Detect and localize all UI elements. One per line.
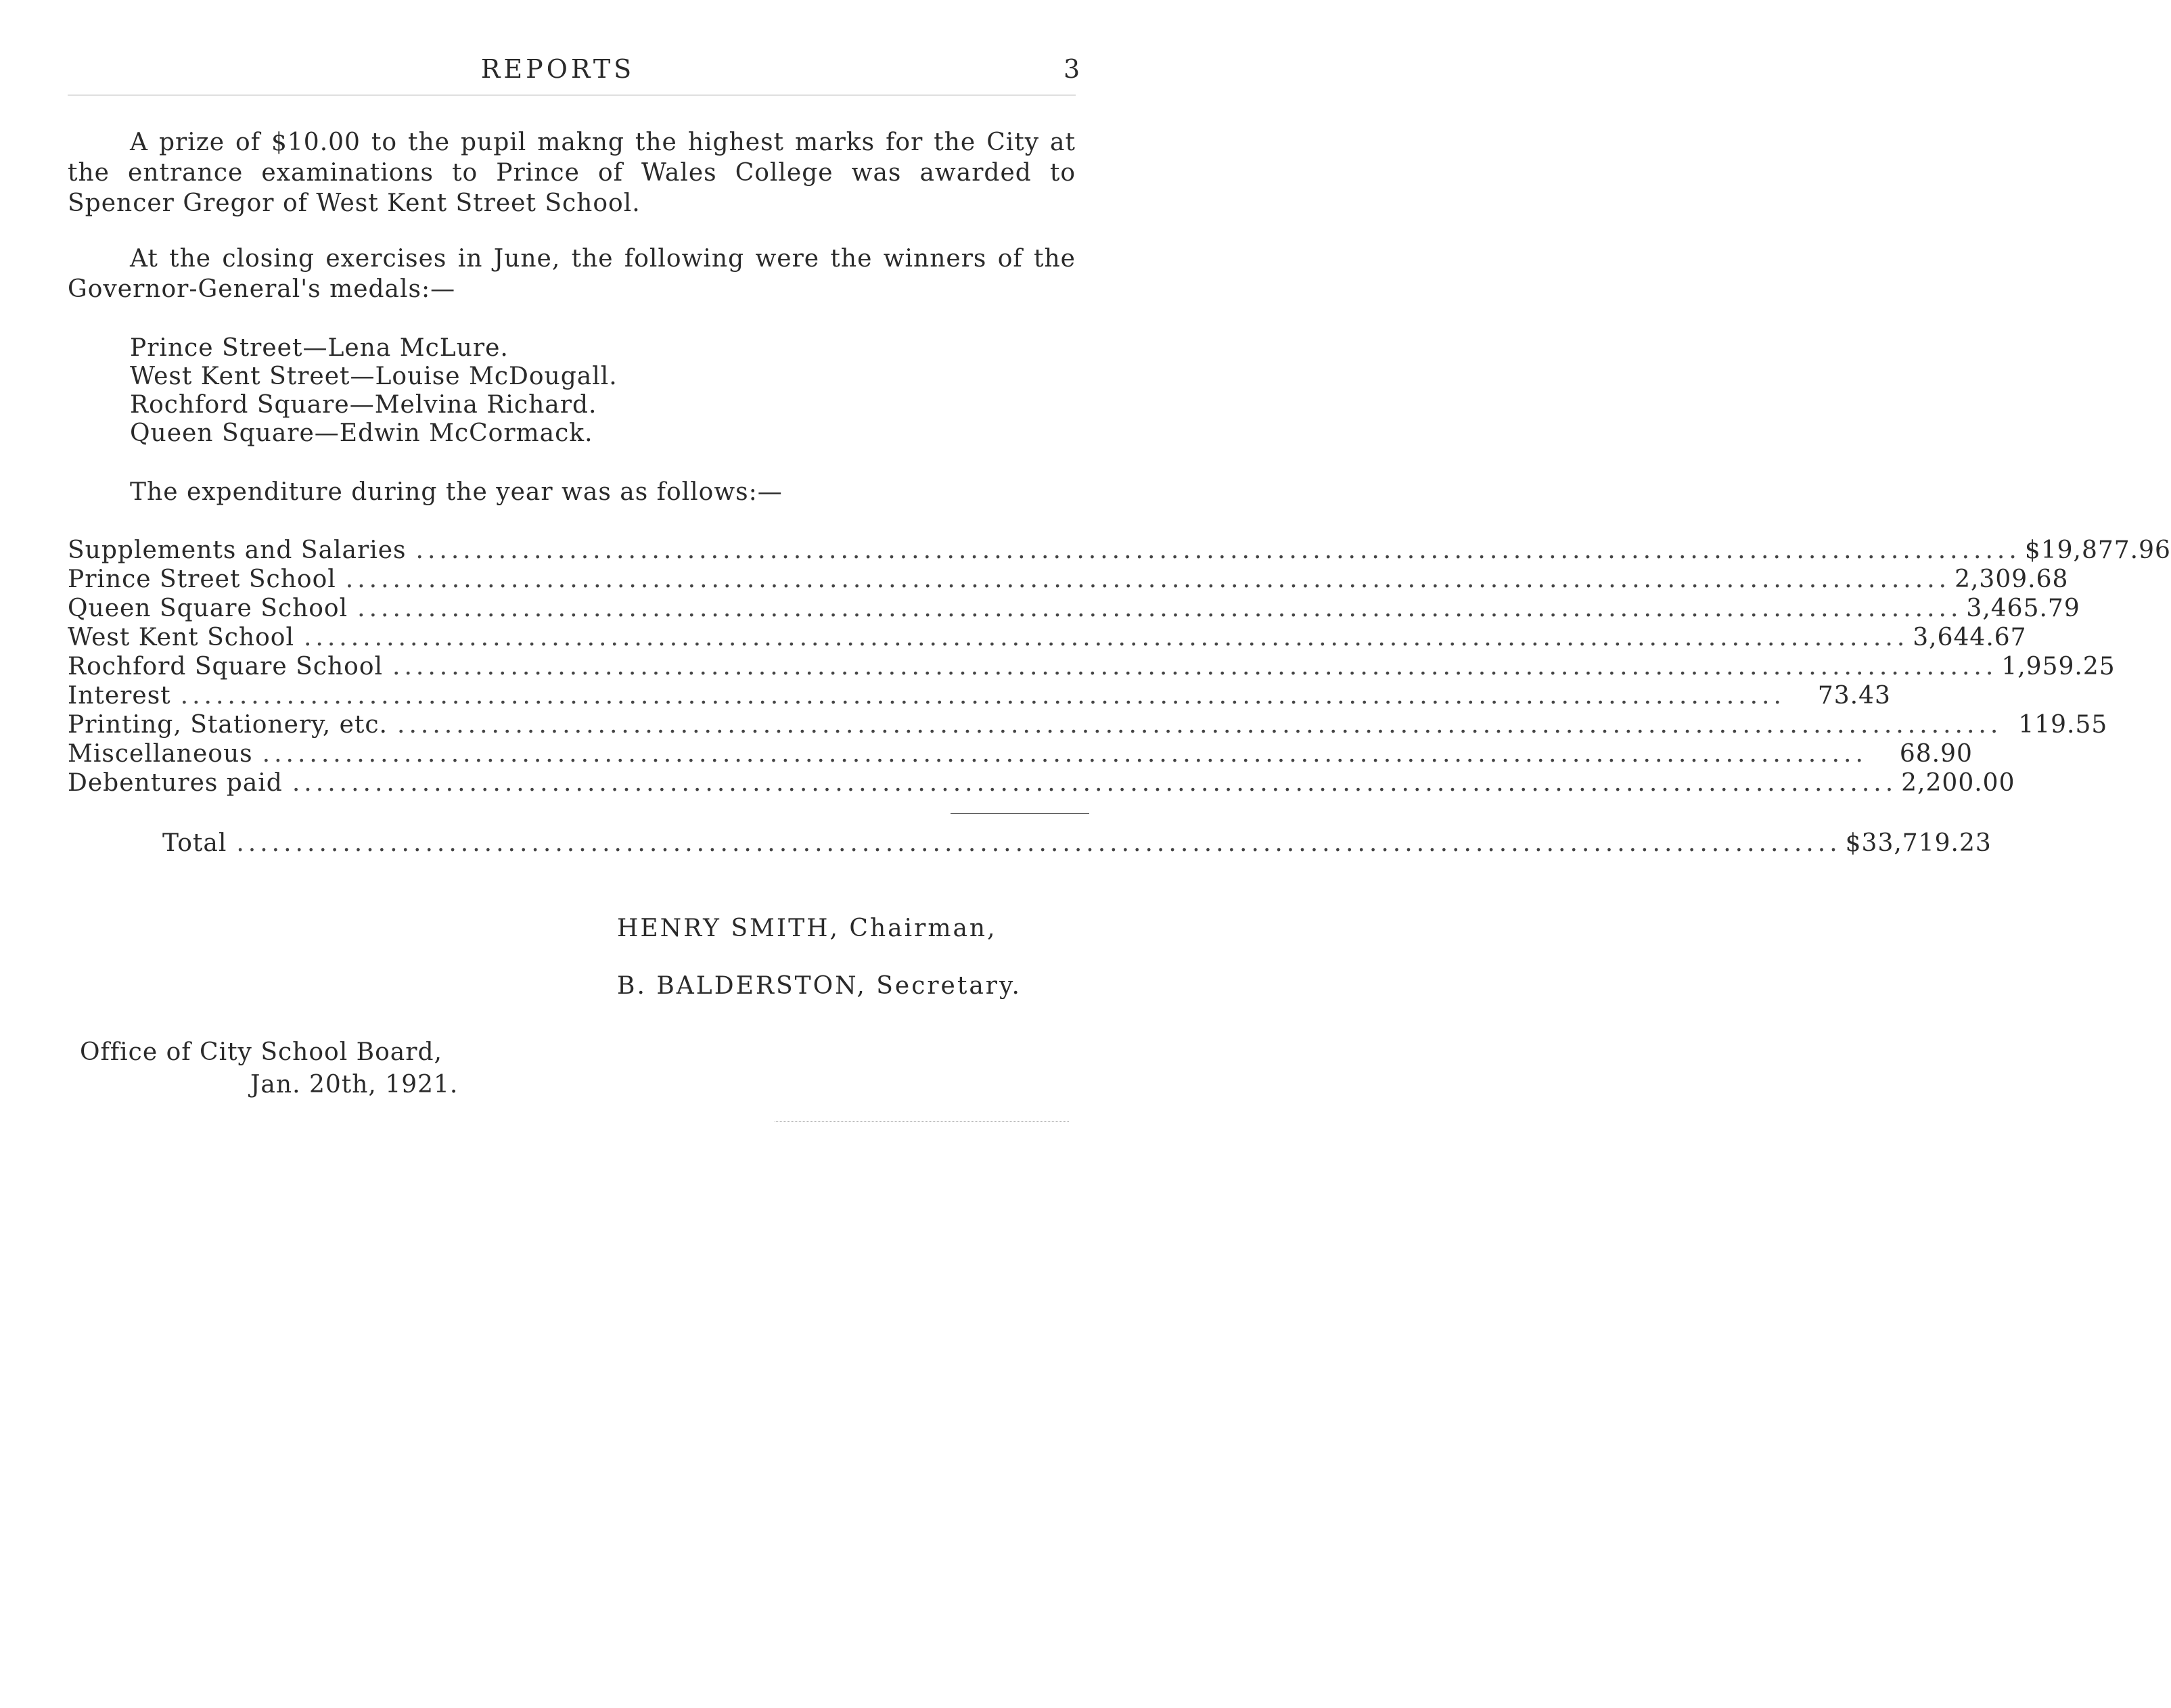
expenditure-row [68, 595, 2080, 623]
chairman-signature: HENRY SMITH, Chairman, [617, 915, 997, 942]
expenditure-row [68, 769, 2015, 798]
expenditure-amount: 3,644.67 [1913, 624, 2027, 651]
dot-leader: ........................................................................................................................................ [357, 595, 1963, 622]
medal-winner-line: Rochford Square—Melvina Richard. [130, 391, 597, 419]
dot-leader: ........................................................................................................................................ [180, 682, 1785, 710]
expenditure-label: Miscellaneous [68, 740, 253, 768]
expenditure-row [68, 740, 1973, 768]
expenditure-label: Supplements and Salaries [68, 536, 407, 564]
expenditure-amount: $19,877.96 [2024, 536, 2171, 564]
expenditure-amount: 68.90 [1899, 740, 1973, 768]
expenditure-amount: 73.43 [1817, 682, 1891, 710]
total-row [162, 829, 1992, 858]
expenditure-label: Rochford Square School [68, 653, 384, 680]
medals-intro-paragraph: At the closing exercises in June, the following were the winners of the Governor-General's medals:— [68, 245, 1076, 303]
page-number: 3 [1064, 54, 1081, 84]
faint-ink-smudge [775, 1121, 1069, 1122]
expenditure-label: Printing, Stationery, etc. [68, 711, 388, 739]
dot-leader: ........................................................................................................................................ [262, 740, 1867, 768]
dot-leader: ........................................................................................................................................ [415, 536, 2021, 564]
expenditure-label: Prince Street School [68, 566, 336, 593]
total-amount: $33,719.23 [1845, 829, 1992, 857]
expenditure-label: Queen Square School [68, 595, 348, 622]
expenditure-amount: 2,309.68 [1955, 566, 2069, 593]
expenditure-label: Debentures paid [68, 769, 283, 797]
expenditure-amount: 3,465.79 [1966, 595, 2080, 622]
medal-winner-line: West Kent Street—Louise McDougall. [130, 363, 618, 390]
expenditure-amount: 2,200.00 [1901, 769, 2015, 797]
expenditure-amount: 119.55 [2018, 711, 2108, 739]
total-label: Total [162, 829, 227, 857]
dot-leader: ........................................................................................................................................ [303, 624, 1909, 651]
dot-leader: ........................................................................................................................................ [236, 829, 1842, 857]
medal-winner-line: Queen Square—Edwin McCormack. [130, 419, 593, 447]
dot-leader: ........................................................................................................................................ [397, 711, 2003, 739]
medal-winner-line: Prince Street—Lena McLure. [130, 334, 509, 362]
expenditure-label: Interest [68, 682, 171, 710]
expenditure-row [68, 624, 2027, 652]
expenditure-row [68, 566, 2069, 594]
total-rule [951, 813, 1089, 814]
office-name: Office of City School Board, [80, 1038, 442, 1066]
secretary-signature: B. BALDERSTON, Secretary. [617, 972, 1022, 1000]
expenditure-amount: 1,959.25 [2001, 653, 2116, 680]
expenditure-label: West Kent School [68, 624, 294, 651]
office-date: Jan. 20th, 1921. [250, 1071, 459, 1099]
dot-leader: ........................................................................................................................................ [345, 566, 1951, 593]
expenditure-row [68, 682, 1891, 710]
prize-paragraph: A prize of $10.00 to the pupil makng the highest marks for the City at the entrance examinations to Prince of Wales College was awarded to Spencer Gregor of West Kent Street School. [68, 129, 1076, 217]
expenditure-intro: The expenditure during the year was as follows:— [130, 478, 783, 506]
expenditure-row [68, 536, 2171, 565]
dot-leader: ........................................................................................................................................ [292, 769, 1898, 797]
expenditure-row [68, 653, 2116, 681]
expenditure-row [68, 711, 2108, 739]
dot-leader: ........................................................................................................................................ [392, 653, 1998, 680]
page-header-title: REPORTS [480, 54, 635, 84]
